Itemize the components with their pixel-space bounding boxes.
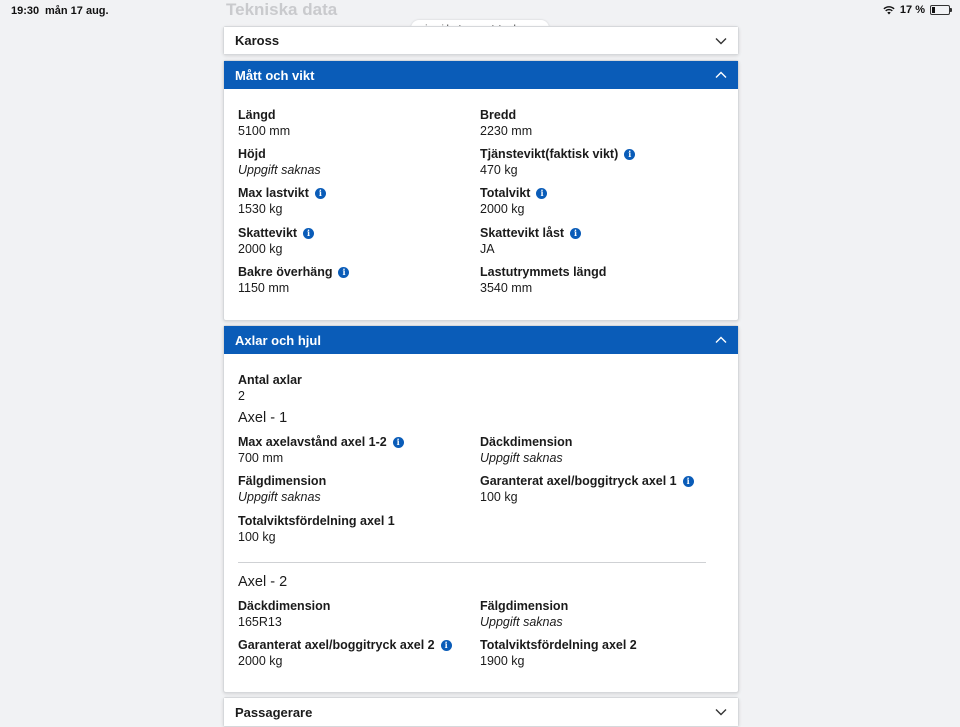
axel-divider — [238, 562, 706, 563]
matt-och-vikt-card — [223, 60, 739, 321]
field-label: Höjd — [238, 147, 266, 161]
field-value: 2230 mm — [480, 124, 533, 138]
field-label: Tjänstevikt(faktisk vikt) — [480, 147, 619, 161]
field-hojd — [238, 146, 478, 179]
field-label: Garanterat axel/boggitryck axel 1 — [480, 474, 677, 488]
field-value: 1900 kg — [480, 654, 525, 668]
field-label: Skattevikt låst — [480, 226, 565, 240]
battery-icon — [930, 5, 950, 15]
info-icon[interactable]: i — [303, 228, 314, 239]
field-falgdimension-1 — [238, 473, 478, 506]
status-date: mån 17 aug. — [45, 5, 109, 17]
field-value: 5100 mm — [238, 124, 291, 138]
field-totalvikt — [480, 185, 720, 218]
passagerare-title: Passagerare — [235, 704, 313, 720]
field-dackdimension-1 — [480, 434, 720, 467]
field-label: Skattevikt — [238, 226, 298, 240]
status-time: 19:30 — [11, 5, 40, 17]
field-label: Fälgdimension — [238, 474, 327, 488]
field-label: Längd — [238, 108, 276, 122]
field-value: Uppgift saknas — [238, 490, 321, 504]
field-value: Uppgift saknas — [238, 163, 321, 177]
field-value: 700 mm — [238, 451, 284, 465]
status-indicators — [883, 4, 950, 16]
field-label: Bakre överhäng — [238, 265, 333, 279]
field-lastutrymmets-langd — [480, 264, 720, 297]
page-title: Tekniska data — [226, 0, 338, 19]
field-value: 1150 mm — [238, 281, 290, 295]
field-value: Uppgift saknas — [480, 451, 563, 465]
status-bar — [0, 0, 960, 22]
field-totalviktsfordelning-2 — [480, 637, 720, 670]
info-icon[interactable]: i — [536, 188, 547, 199]
field-value: JA — [480, 242, 495, 256]
field-label: Antal axlar — [238, 373, 302, 387]
field-value: 100 kg — [480, 490, 518, 504]
axel-2-heading: Axel - 2 — [238, 574, 288, 590]
field-bakre-overhang — [238, 264, 478, 297]
field-value: 3540 mm — [480, 281, 533, 295]
field-label: Totalvikt — [480, 186, 531, 200]
matt-och-vikt-title: Mått och vikt — [235, 67, 315, 83]
info-icon[interactable]: i — [624, 149, 635, 160]
kaross-title: Kaross — [235, 33, 280, 48]
field-garanterat-axel-2 — [238, 637, 478, 670]
kaross-card — [223, 26, 739, 55]
field-value: 2000 kg — [238, 242, 283, 256]
field-value: Uppgift saknas — [480, 615, 563, 629]
field-label: Lastutrymmets längd — [480, 265, 607, 279]
chevron-up-icon — [715, 71, 727, 79]
field-falgdimension-2 — [480, 598, 720, 631]
axlar-och-hjul-card — [223, 325, 739, 693]
field-garanterat-axel-1 — [480, 473, 720, 506]
wifi-icon — [883, 5, 895, 15]
passagerare-header[interactable] — [224, 698, 738, 726]
field-value: 470 kg — [480, 163, 518, 177]
info-icon[interactable]: i — [441, 640, 452, 651]
field-value: 2000 kg — [238, 654, 283, 668]
field-skattevikt — [238, 225, 478, 258]
field-label: Fälgdimension — [480, 599, 569, 613]
chevron-down-icon — [715, 37, 727, 45]
field-max-lastvikt — [238, 185, 478, 218]
field-tjanstevikt — [480, 146, 720, 179]
field-bredd — [480, 107, 720, 140]
field-label: Max axelavstånd axel 1-2 — [238, 435, 387, 449]
field-value: 2000 kg — [480, 202, 525, 216]
field-langd — [238, 107, 478, 140]
field-value: 100 kg — [238, 530, 276, 544]
field-label: Garanterat axel/boggitryck axel 2 — [238, 638, 435, 652]
field-value: 1530 kg — [238, 202, 283, 216]
field-label: Totalviktsfördelning axel 2 — [480, 638, 637, 652]
axlar-och-hjul-title: Axlar och hjul — [235, 332, 321, 348]
field-dackdimension-2 — [238, 598, 478, 631]
chevron-down-icon — [715, 708, 727, 716]
passagerare-card — [223, 697, 739, 727]
info-icon[interactable]: i — [315, 188, 326, 199]
field-max-axelavstand — [238, 434, 478, 467]
info-icon[interactable]: i — [683, 476, 694, 487]
field-label: Däckdimension — [238, 599, 331, 613]
field-skattevikt-last — [480, 225, 720, 258]
kaross-header[interactable] — [224, 27, 738, 54]
field-label: Bredd — [480, 108, 517, 122]
axel-1-heading: Axel - 1 — [238, 410, 288, 426]
field-label: Totalviktsfördelning axel 1 — [238, 514, 395, 528]
info-icon[interactable]: i — [570, 228, 581, 239]
matt-och-vikt-header[interactable] — [224, 61, 738, 89]
field-label: Max lastvikt — [238, 186, 309, 200]
axlar-och-hjul-header[interactable] — [224, 326, 738, 354]
field-value: 165R13 — [238, 615, 282, 629]
chevron-up-icon — [715, 336, 727, 344]
info-icon[interactable]: i — [338, 267, 349, 278]
field-value: 2 — [238, 389, 245, 403]
info-icon[interactable]: i — [393, 437, 404, 448]
field-totalviktsfordelning-1 — [238, 513, 478, 546]
field-antal-axlar — [238, 372, 478, 405]
battery-percent: 17 % — [899, 4, 925, 16]
field-label: Däckdimension — [480, 435, 573, 449]
